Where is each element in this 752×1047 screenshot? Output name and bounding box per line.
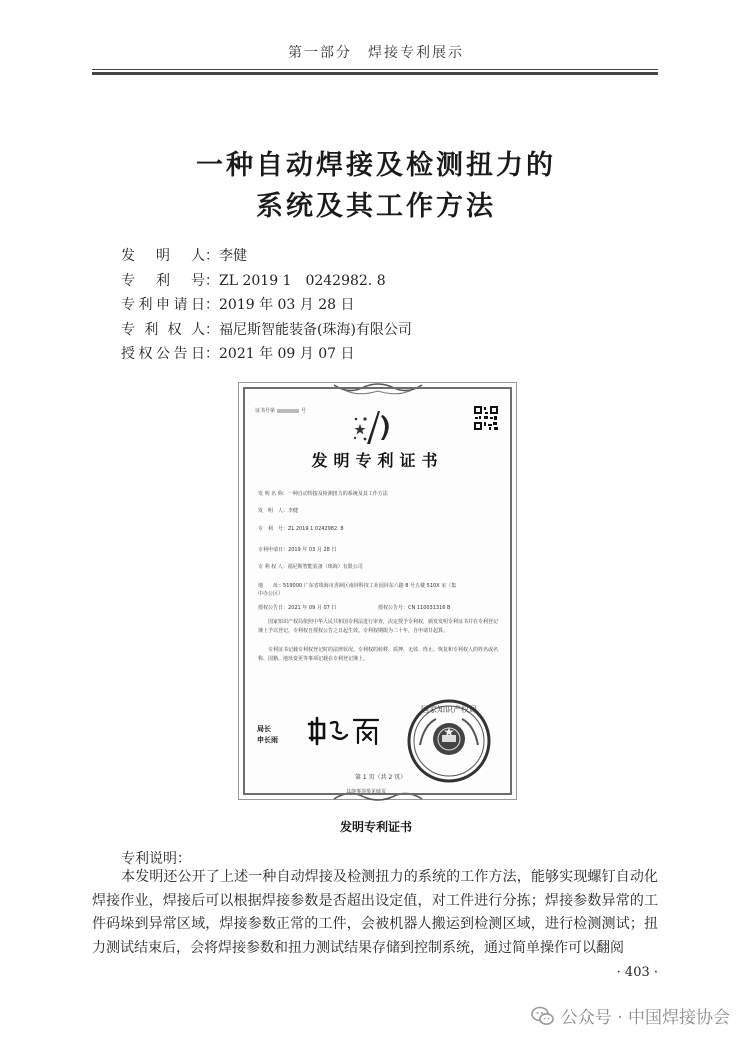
signer-title: 局长 (257, 725, 271, 733)
cert-field-filing-date (258, 546, 336, 553)
meta-colon: ： (205, 272, 219, 289)
meta-row-patentee (121, 318, 412, 343)
cert-field-label: 发 明 名 称： (258, 491, 288, 497)
page-number: · 403 · (616, 965, 658, 980)
cert-paragraph-2: 专利证书记载专利权登记时的法律状况。专利权的转移、质押、无效、终止、恢复和专利权人的姓名或名称、国籍、地址变更等事项记载在专利登记簿上。 (258, 647, 499, 662)
watermark (531, 1003, 730, 1028)
cert-number-label: 证书号第 (255, 408, 276, 414)
meta-value: 2019 年 03 月 28 日 (219, 297, 355, 313)
cert-field-value: 519000 广东省珠海市香洲区南屏科技工业园屏东六路 8 号五楼 510X 室（集中办公区） (258, 583, 457, 597)
cert-paragraph-1: 国家知识产权局依照中华人民共和国专利法进行审查，决定授予专利权，颁发发明专利证书并在专利登记簿上予以登记。专利权自授权公告之日起生效。专利权期限为二十年，自申请日起算。 (258, 619, 499, 634)
header-rule-thin (92, 69, 658, 70)
body-paragraph: 本发明还公开了上述一种自动焊接及检测扭力的系统的工作方法，能够实现螺钉自动化焊接作业，焊接后可以根据焊接参数是否超出设定值，对工件进行分拣；焊接参数异常的工件码垛到异常区域，焊接参数正常的工件，会被机器人搬运到检测区域，进行检测测试；扭力测试结束后，会将焊接参数和扭力测试结果存储到控制系统，通过简单操作可以翻阅 (92, 869, 658, 956)
meta-label: 发 明 人 (121, 248, 205, 264)
qr-code-icon (473, 405, 499, 431)
cert-field-invention-name (258, 490, 388, 497)
cert-field-label: 专 利 权 人： (258, 564, 288, 570)
watermark-text: 公众号 · 中国焊接协会 (560, 1008, 730, 1028)
cert-field-address (258, 582, 458, 598)
cert-field-grant-date (258, 604, 336, 611)
meta-value: 2021 年 09 月 07 日 (219, 346, 355, 362)
section-title: 专利说明： (121, 851, 191, 867)
document-title-line-2: 系统及其工作方法 (256, 191, 496, 222)
cert-field-value: 李健 (288, 508, 299, 514)
running-header: 第一部分 焊接专利展示 (288, 45, 464, 61)
meta-colon: ： (205, 321, 219, 338)
figure-caption: 发明专利证书 (339, 820, 412, 834)
cert-field-patentee (258, 563, 363, 570)
cert-page-label: 第 1 页（共 2 页） (355, 774, 407, 781)
meta-label: 专利申请日 (121, 297, 205, 313)
header-rule-thick (92, 72, 658, 75)
cert-field-value: 2021 年 09 月 07 日 (288, 605, 337, 611)
wechat-icon (531, 1004, 555, 1028)
meta-label: 专 利 权 人 (121, 321, 205, 338)
meta-colon: ： (205, 297, 219, 313)
meta-row-grant-date (121, 342, 412, 367)
meta-row-filing-date (121, 293, 412, 318)
patent-office-emblem-icon (352, 410, 398, 446)
meta-colon: ： (205, 248, 219, 264)
official-seal-icon (402, 695, 496, 787)
patent-metadata (121, 244, 412, 367)
signer-name: 申长雨 (257, 736, 278, 744)
cert-field-value: CN 110031316 B (408, 605, 451, 611)
cert-number-suffix: 号 (301, 408, 307, 414)
cert-field-label: 地 址： (258, 583, 284, 589)
cert-footer-note: 其他事项参见续页 (346, 789, 387, 795)
seal-text: 国家知识产权局 (421, 705, 477, 714)
cert-field-inventor (258, 507, 298, 514)
document-title-line-1: 一种自动焊接及检测扭力的 (196, 150, 556, 181)
cert-field-label: 授权公告号： (378, 605, 409, 611)
cert-field-patent-number (258, 525, 344, 532)
cert-field-label: 授权公告日： (258, 605, 289, 611)
cert-field-grant-number (378, 604, 451, 611)
meta-label: 授权公告日 (121, 346, 205, 362)
cert-field-value: 一种自动焊接及检测扭力的系统及其工作方法 (287, 491, 388, 497)
meta-colon: ： (205, 346, 219, 362)
meta-value: ZL 2019 1 0242982. 8 (219, 272, 386, 289)
signature-icon (306, 714, 382, 746)
meta-value: 李健 (219, 248, 247, 264)
cert-field-value: 福尼斯智能装备（珠海）有限公司 (287, 564, 363, 570)
meta-row-patent-number (121, 269, 412, 294)
cert-field-label: 发 明 人： (258, 508, 289, 514)
meta-value: 福尼斯智能装备(珠海)有限公司 (219, 321, 412, 338)
cert-field-value: ZL 2019 1 0242982. 8 (288, 526, 344, 532)
cert-number (255, 407, 306, 414)
meta-label: 专 利 号 (121, 272, 205, 289)
cert-field-label: 专利申请日： (258, 547, 289, 553)
meta-row-inventor (121, 244, 412, 269)
cert-field-value: 2019 年 03 月 28 日 (288, 547, 337, 553)
cert-number-redacted (277, 409, 299, 413)
cert-field-label: 专 利 号： (258, 526, 289, 532)
certificate-title: 发明专利证书 (311, 451, 444, 470)
